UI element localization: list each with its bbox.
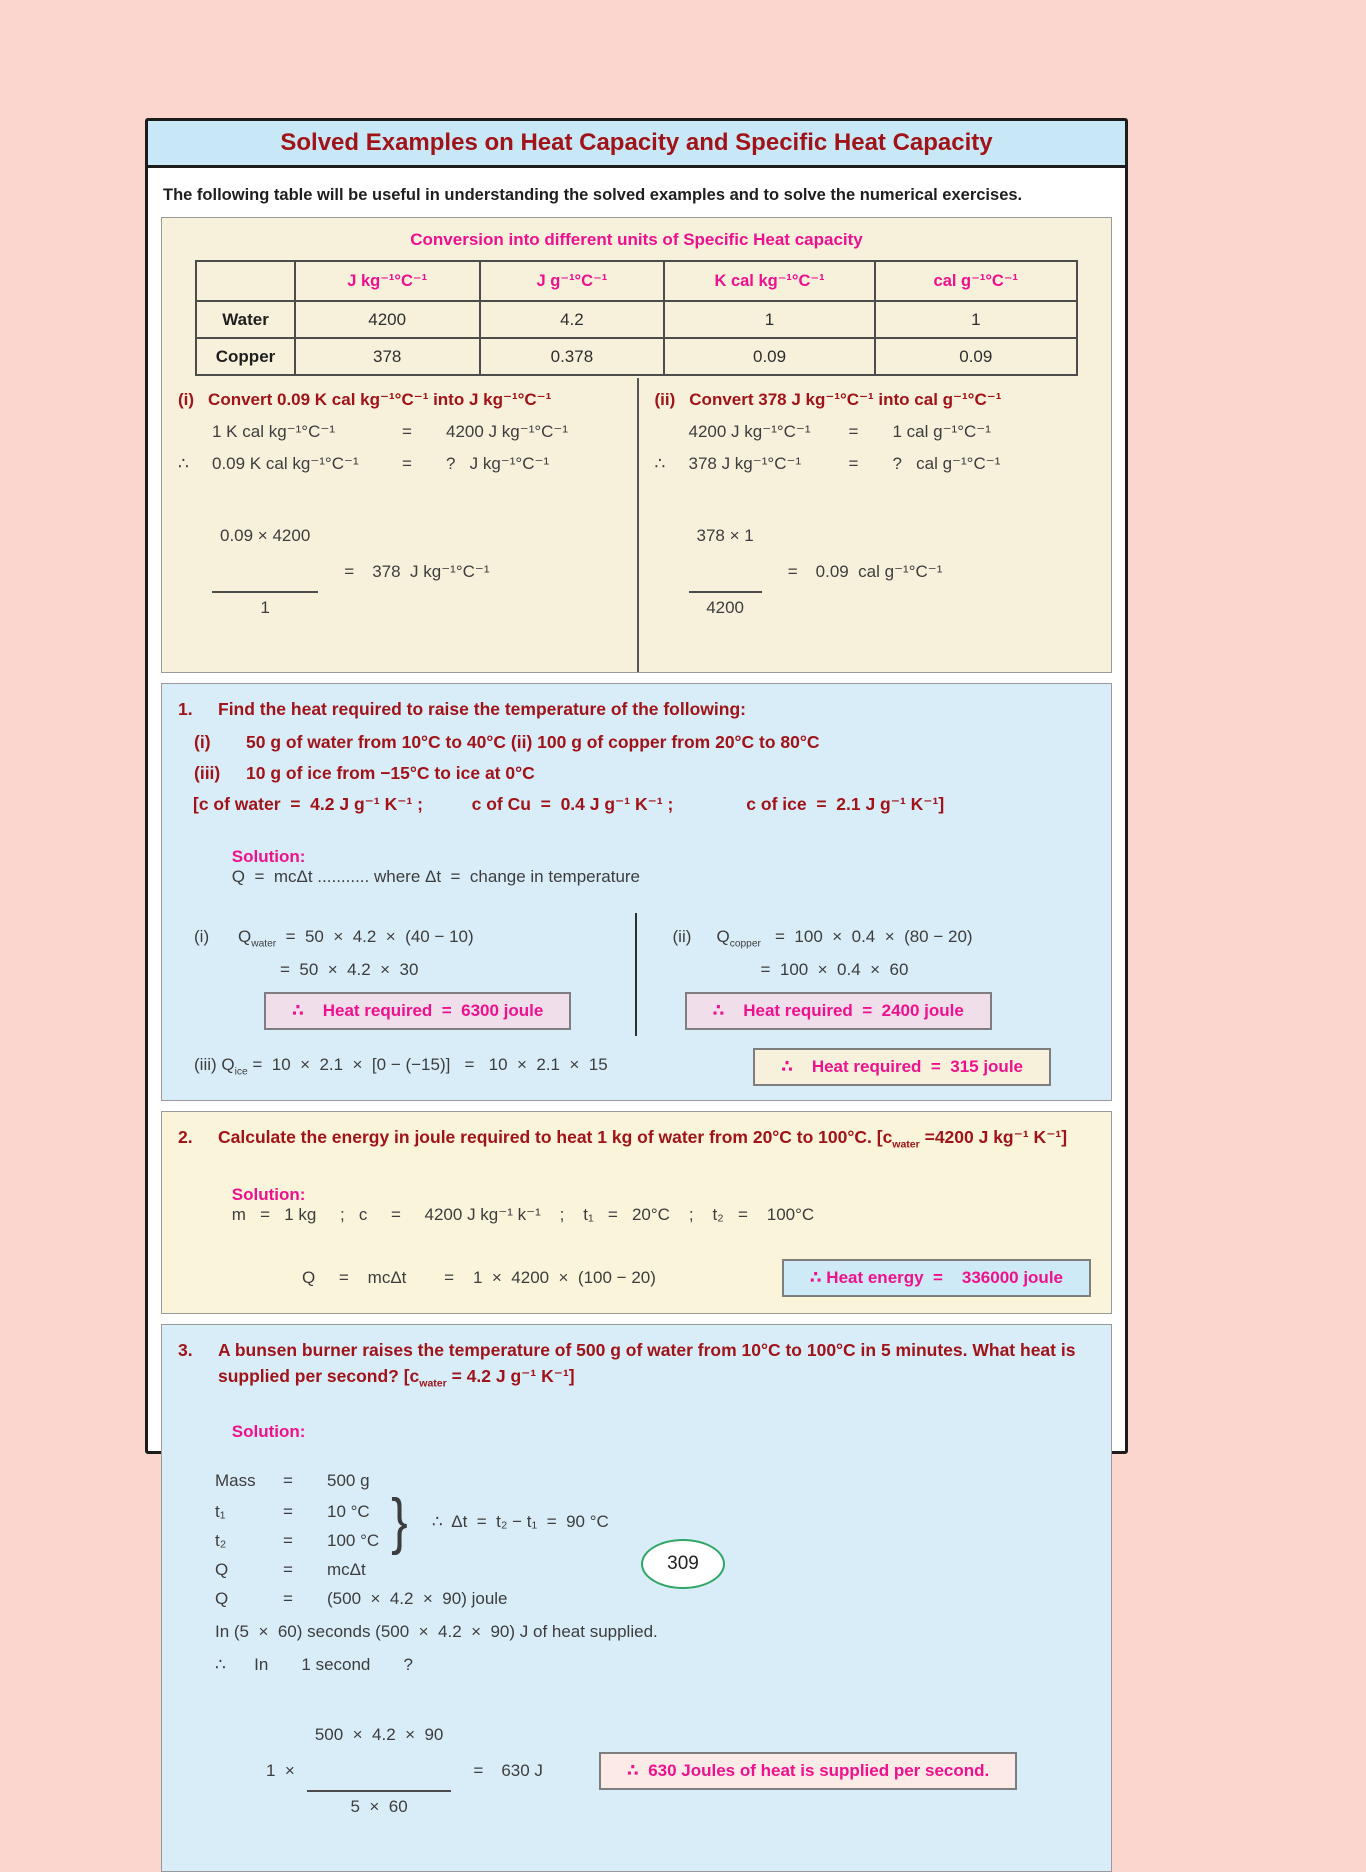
equation-row <box>178 422 627 442</box>
cell-value: 378 <box>295 338 480 375</box>
fraction-row <box>178 486 627 658</box>
fraction <box>307 1685 452 1857</box>
solution-label: Solution: <box>231 847 306 867</box>
fraction-denominator: 4200 <box>689 591 762 618</box>
equation-lhs: 4200 J kg⁻¹°C⁻¹ <box>688 422 811 441</box>
fraction-numerator: 378 × 1 <box>696 526 754 545</box>
column-header-cal-g: cal g⁻¹°C⁻¹ <box>875 261 1077 301</box>
equals-sign: = <box>787 562 798 581</box>
fraction-denominator: 1 <box>212 591 318 618</box>
quantity-value: 100 °C <box>327 1531 380 1551</box>
fraction <box>689 486 762 658</box>
quantity-label: Q <box>215 1589 229 1609</box>
row-label: Water <box>196 301 295 338</box>
quantity-value: 500 g <box>327 1471 370 1491</box>
column-header-j-kg: J kg⁻¹°C⁻¹ <box>295 261 480 301</box>
grouping-brace: } <box>391 1487 408 1557</box>
equals-sign: = <box>283 1531 293 1551</box>
column-header-kcal-kg: K cal kg⁻¹°C⁻¹ <box>664 261 875 301</box>
item-text: 50 g of water from 10°C to 40°C (ii) 100 g of copper from 20°C to 80°C <box>246 732 820 753</box>
equals-sign: = <box>283 1502 293 1522</box>
conversion-examples <box>162 378 1111 672</box>
equals-sign: = <box>402 454 412 473</box>
problem1-columns <box>178 913 1095 1035</box>
solution-text: Q = mcΔt ........... where Δt = change in temperature <box>231 867 641 887</box>
part-label: (i) <box>194 927 210 947</box>
delta-t-note: ∴ Δt = t₂ − t₁ = 90 °C <box>431 1512 609 1532</box>
problem-item <box>194 763 1095 784</box>
conversion-table <box>195 260 1078 376</box>
equation-rhs: 1 cal g⁻¹°C⁻¹ <box>892 422 991 441</box>
equals-sign: = <box>848 454 859 473</box>
formula-line: Q = mcΔt = 1 × 4200 × (100 − 20) <box>302 1267 656 1287</box>
formula-line <box>673 927 1096 949</box>
problem-statement: Calculate the energy in joule required to heat 1 kg of water from 20°C to 100°C. [$c_{water} =4200$ J kg⁻¹ K⁻¹] <box>218 1126 1068 1151</box>
problem2-result-row <box>302 1259 1095 1297</box>
formula-row <box>215 1589 1095 1609</box>
equals-sign: = <box>402 422 412 441</box>
cell-value: 1 <box>664 301 875 338</box>
problem-number: 1. <box>178 699 193 719</box>
calc-result: 630 J <box>501 1761 543 1781</box>
given-row <box>215 1502 379 1522</box>
solution-line <box>194 1402 1095 1462</box>
equals-sign: = <box>283 1560 293 1580</box>
cell-value: 0.09 <box>664 338 875 375</box>
equation-row <box>655 422 1102 442</box>
equation-row <box>178 454 627 474</box>
answer-box: ∴ Heat required = 315 joule <box>753 1048 1051 1086</box>
explanation-line: ∴ In 1 second ? <box>215 1655 413 1675</box>
equals-sign: = <box>473 1761 484 1781</box>
answer-box: ∴ Heat required = 2400 joule <box>685 992 992 1030</box>
row-label: Copper <box>196 338 295 375</box>
formula-line: (iii) $Q_{ice} = 10 \times 2.1 \times [0 - (-15)] = 10 \times 2.1 \times 15$ <box>194 1055 608 1078</box>
answer-box: ∴ Heat required = 6300 joule <box>264 992 571 1030</box>
solution-line <box>194 827 1095 907</box>
formula: $Q_{copper} = 100 \times 0.4 \times (80 - 20)$ <box>716 927 973 950</box>
quantity-value: 10 °C <box>327 1502 370 1522</box>
problem-1 <box>161 683 1112 1101</box>
equals-sign: = <box>283 1471 293 1491</box>
conversion-example-i <box>162 378 637 672</box>
given-row <box>215 1531 379 1551</box>
panel-content <box>148 168 1125 1872</box>
table-row-water <box>196 301 1077 338</box>
equation-lhs: 378 J kg⁻¹°C⁻¹ <box>688 454 802 473</box>
problem-statement: Find the heat required to raise the temperature of the following: <box>218 699 746 719</box>
problem1-part-ii <box>637 913 1096 1035</box>
equals-sign: = <box>344 562 355 581</box>
temperature-rows <box>178 1493 379 1551</box>
page-title: Solved Examples on Heat Capacity and Specific Heat Capacity <box>148 121 1125 168</box>
final-calculation-row <box>266 1685 1095 1857</box>
problem-2 <box>161 1111 1112 1314</box>
problem-heading <box>178 1124 1095 1153</box>
table-row-copper <box>196 338 1077 375</box>
quantity-label: t₁ <box>215 1502 226 1522</box>
formula-line: = 100 × 0.4 × 60 <box>760 959 909 979</box>
therefore-symbol: ∴ <box>178 454 189 473</box>
problem-item <box>194 732 1095 753</box>
table-header-row <box>196 261 1077 301</box>
intro-text: The following table will be useful in understanding the solved examples and to solve the numerical exercises. <box>163 186 1023 204</box>
quantity-value: mcΔt <box>327 1560 366 1580</box>
solution-text: m = 1 kg ; c = 4200 J kg⁻¹ k⁻¹ ; t₁ = 20°C ; t₂ = 100°C <box>231 1204 815 1224</box>
conversion-table-title: Conversion into different units of Specific Heat capacity <box>410 230 863 249</box>
part-label: (ii) <box>672 927 692 947</box>
fraction <box>212 486 318 658</box>
equation-lhs: 1 K cal kg⁻¹°C⁻¹ <box>212 422 335 441</box>
equals-sign: = <box>283 1589 293 1609</box>
solution-label: Solution: <box>231 1422 306 1442</box>
quantity-label: Q <box>215 1560 229 1580</box>
problem1-part-i <box>178 913 637 1035</box>
example-number: (i) <box>178 390 195 409</box>
problem-heading <box>178 1337 1095 1393</box>
example-title: Convert 0.09 K cal kg⁻¹°C⁻¹ into J kg⁻¹°C⁻¹ <box>208 390 552 409</box>
example-heading <box>655 390 1102 410</box>
solution-label: Solution: <box>231 1184 306 1204</box>
fraction-numerator: 500 × 4.2 × 90 <box>314 1725 444 1745</box>
equation-row <box>655 454 1102 474</box>
item-text: 10 g of ice from −15°C to ice at 0°C <box>246 763 535 784</box>
example-title: Convert 378 J kg⁻¹°C⁻¹ into cal g⁻¹°C⁻¹ <box>689 390 1002 409</box>
equation-rhs: ? J kg⁻¹°C⁻¹ <box>446 454 550 473</box>
solution-line <box>194 1165 1095 1245</box>
conversion-section <box>161 217 1112 673</box>
cell-value: 4200 <box>295 301 480 338</box>
answer-box: ∴ 630 Joules of heat is supplied per second. <box>599 1752 1017 1790</box>
fraction-row <box>655 486 1102 658</box>
quantity-label: Mass <box>215 1471 256 1491</box>
problem-heading <box>178 696 1095 722</box>
quantity-value: (500 × 4.2 × 90) joule <box>327 1589 508 1609</box>
explanation-line: In (5 × 60) seconds (500 × 4.2 × 90) J of heat supplied. <box>215 1622 658 1642</box>
problem-3 <box>161 1324 1112 1872</box>
cell-value: 0.378 <box>480 338 665 375</box>
therefore-slot <box>655 422 689 442</box>
fraction-numerator: 0.09 × 4200 <box>220 526 311 545</box>
answer-line <box>685 992 1096 1030</box>
example-number: (ii) <box>654 390 676 409</box>
equation-rhs: ? cal g⁻¹°C⁻¹ <box>892 454 1001 473</box>
formula: $Q_{water} = 50 \times 4.2 \times (40 - 10)$ <box>238 927 474 950</box>
column-header-j-g: J g⁻¹°C⁻¹ <box>480 261 665 301</box>
calc-prefix: 1 × <box>266 1761 295 1781</box>
cell-value: 1 <box>875 301 1077 338</box>
example-heading <box>178 390 627 410</box>
equals-sign: = <box>848 422 859 441</box>
problem-statement: A bunsen burner raises the temperature of 500 g of water from 10°C to 100°C in 5 minutes. What heat is supplied per second? [$c_{water} = 4.2$ J g⁻¹ K⁻¹] <box>218 1339 1081 1390</box>
formula-line <box>194 927 635 949</box>
page-number: 309 <box>641 1539 725 1589</box>
cell-value: 4.2 <box>480 301 665 338</box>
fraction-denominator: 5 × 60 <box>307 1790 452 1817</box>
item-label: (i) <box>194 732 211 753</box>
item-label: (iii) <box>194 763 221 784</box>
given-row <box>215 1471 1095 1491</box>
problem-number: 3. <box>178 1339 193 1360</box>
constants-line: [c of water = 4.2 J g⁻¹ K⁻¹ ; c of Cu = 0.4 J g⁻¹ K⁻¹ ; c of ice = 2.1 J g⁻¹ K⁻¹] <box>193 794 945 815</box>
problem1-part-iii <box>194 1048 1051 1086</box>
formula-line: = 50 × 4.2 × 30 <box>280 959 419 979</box>
equation-lhs: 0.09 K cal kg⁻¹°C⁻¹ <box>212 454 359 473</box>
fraction-result: 378 J kg⁻¹°C⁻¹ <box>372 562 490 581</box>
quantity-label: t₂ <box>215 1531 227 1551</box>
answer-box: ∴ Heat energy = 336000 joule <box>782 1259 1091 1297</box>
problem-number: 2. <box>178 1126 193 1147</box>
equation-rhs: 4200 J kg⁻¹°C⁻¹ <box>446 422 569 441</box>
answer-line <box>264 992 635 1030</box>
therefore-slot <box>178 422 212 442</box>
temperature-group <box>178 1487 1095 1557</box>
fraction-result: 0.09 cal g⁻¹°C⁻¹ <box>815 562 943 581</box>
table-corner-cell <box>196 261 295 301</box>
cell-value: 0.09 <box>875 338 1077 375</box>
conversion-example-ii <box>637 378 1112 672</box>
therefore-symbol: ∴ <box>654 454 666 473</box>
